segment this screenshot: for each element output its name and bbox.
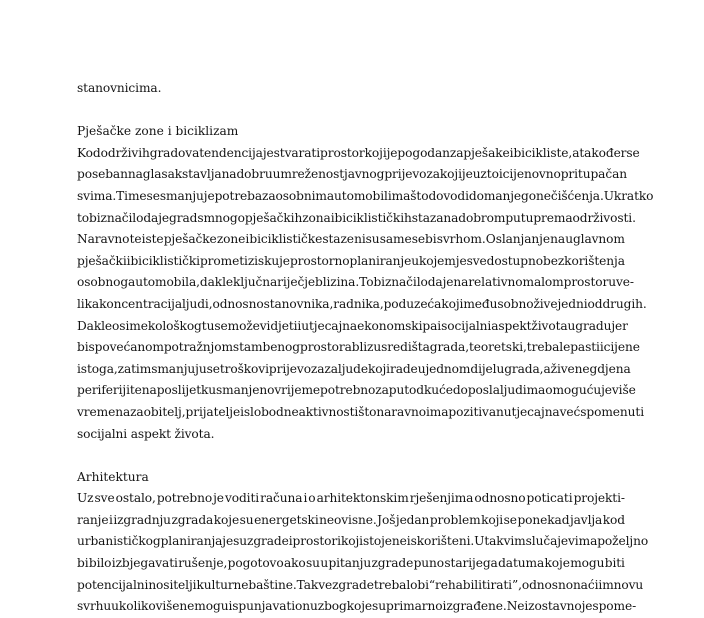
text-line: to bi značilo da je grad s mnogo pješačkih zona i biciklističkih staza na dobrom putu prema održivosti. (77, 210, 636, 225)
text-line: periferiji te naposlijetku smanjeno vrijeme potrebno za put od kuće do posla ljudima omogućuje više (77, 383, 636, 398)
text-line: istoga, zatim smanjuju se troškovi prijevoza za ljude koji rade u jednom dijelu grada, a žive negdje na (77, 361, 631, 376)
text-line: Dakle osim ekološkog tu se može vidjeti i utjecaj na ekonomski pa i socijalni aspekt života u gradu jer (77, 318, 628, 333)
text-line: socijalni aspekt života. (77, 426, 215, 441)
text-line: Naravno te iste pješačke zone i biciklističke staze nisu same sebi svrhom. Oslanjanje na uglavnom (77, 232, 625, 247)
text-line: potencijalni nositelji kulturne baštine. Takve zgrade trebalo bi “rehabilitirati”, odnosno naći im novu (77, 577, 644, 592)
text-line: bi s povećanom potražnjom stambenog prostora blizu središta grada, teoretski, trebale pasti i cijene (77, 340, 640, 355)
text-line: ranje i izgradnju zgrada koje su energetski neovisne. Još jedan problem koji se ponekad javlja kod (77, 512, 625, 527)
text-line: poseban naglasak stavlja na dobru umreženost javnog prijevoza koji je uz to i cijenovno pritupačan (77, 167, 627, 182)
paragraph-gap (77, 100, 625, 122)
text-line: svima. Time se smanjuje potreba za osobnim automobilima što dovodi do manjeg onečišćenja. Ukratko (77, 188, 654, 203)
text-line: Kod održivih gradova tendencija je stvarati prostor koji je pogodan za pješake i bicikliste, a također se (77, 145, 640, 160)
document-text-block (77, 78, 654, 618)
text-line: osobnog automobila, dakle ključna riječ je blizina. To bi značilo da je na relativno malom prostoru ve- (77, 275, 634, 290)
section-heading: Pješačke zone i biciklizam (77, 124, 239, 139)
text-line: urbanističkog planiranja jesu zgrade i prostori koji stoje neiskorišteni. U takvim slučajevima poželjno (77, 534, 649, 549)
text-line: stanovnicima. (77, 81, 162, 95)
paragraph-gap (77, 445, 625, 467)
text-line: pješački i biciklistički promet iziskuje prostorno planiranje u kojem je sve dostupno bez korištenja (77, 253, 625, 268)
section-heading: Arhitektura (77, 469, 149, 484)
text-line: svrhu ukoliko više ne mogu ispunjavati onu zbog koje su primarno izgrađene. Neizostavno je spome- (77, 599, 637, 614)
text-line: Uz sve ostalo, potrebno je voditi računa i o arhitektonskim rješenjima odnosno poticati projekti- (77, 491, 625, 506)
text-line: lika koncentracija ljudi, odnosno stanovnika, radnika, poduzeća koji međusobno žive jedni od drugih. (77, 296, 647, 311)
text-line: vremena za obitelj, prijatelje i slobodne aktivnosti što naravno ima pozitivan utjecaj na već spomenuti (77, 404, 644, 419)
text-line: bi bilo izbjegavati rušenje, pogotovo ako su u pitanju zgrade puno starijega datuma koje mogu biti (77, 556, 625, 571)
